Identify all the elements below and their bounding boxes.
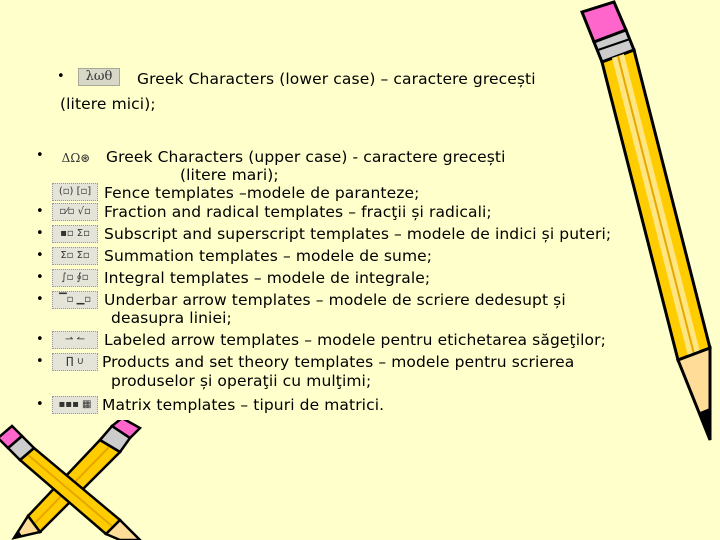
underbar-arrow-icon: ▔▫ ▁▫ xyxy=(52,291,98,309)
bullet: • xyxy=(36,270,44,285)
fraction-radical-icon: ▫⁄▫ √▫ xyxy=(52,203,98,221)
list-item-text: Fence templates –modele de paranteze; xyxy=(104,184,420,202)
products-set-icon: ∏ ∪ xyxy=(52,353,98,371)
pencil-illustration-icon xyxy=(560,0,720,480)
list-item-text: Underbar arrow templates – modele de scriere dedesupt și xyxy=(104,291,566,309)
bullet: • xyxy=(36,148,44,163)
list-item-text: Labeled arrow templates – modele pentru etichetarea săgeţilor; xyxy=(104,331,606,349)
greek-lower-icon: λωθ xyxy=(78,68,120,86)
bullet: • xyxy=(36,354,44,369)
bullet: • xyxy=(36,204,44,219)
summation-icon: Σ▫ Σ▫ xyxy=(52,247,98,265)
subscript-superscript-icon: ▪▫ Σ▫ xyxy=(52,225,98,243)
bullet: • xyxy=(36,332,44,347)
list-item-text: Greek Characters (lower case) – caractere grecești xyxy=(137,70,536,88)
list-item-text: Products and set theory templates – modele pentru scrierea xyxy=(102,353,575,371)
list-item-text: Subscript and superscript templates – modele de indici și puteri; xyxy=(104,225,612,243)
greek-upper-icon: ΔΩ⊛ xyxy=(61,151,91,165)
list-item-text: Integral templates – modele de integrale; xyxy=(104,269,431,287)
bullet: • xyxy=(36,248,44,263)
list-item-text: Greek Characters (upper case) - caractere grecești xyxy=(106,148,506,166)
list-item-text: Matrix templates – tipuri de matrici. xyxy=(102,396,385,414)
fence-templates-icon: (▫) [▫] xyxy=(52,183,98,201)
integral-icon: ∫▫ ∮▫ xyxy=(52,269,98,287)
list-item-text-continued: deasupra liniei; xyxy=(111,309,232,327)
bullet: • xyxy=(57,69,65,84)
bullet: • xyxy=(36,226,44,241)
list-item-text: Summation templates – modele de sume; xyxy=(104,247,433,265)
bullet: • xyxy=(36,397,44,412)
bullet: • xyxy=(36,292,44,307)
labeled-arrow-icon: ⇀ ↼ xyxy=(52,331,98,349)
crossed-pencils-icon xyxy=(0,420,160,540)
matrix-icon: ▪▪▪ ▦ xyxy=(52,396,98,414)
list-item-text: Fraction and radical templates – fracţii și radicali; xyxy=(104,203,492,221)
list-item-text-continued: (litere mici); xyxy=(60,95,156,113)
list-item-text-continued: (litere mari); xyxy=(180,166,279,184)
list-item-text-continued: produselor și operaţii cu mulţimi; xyxy=(111,372,372,390)
